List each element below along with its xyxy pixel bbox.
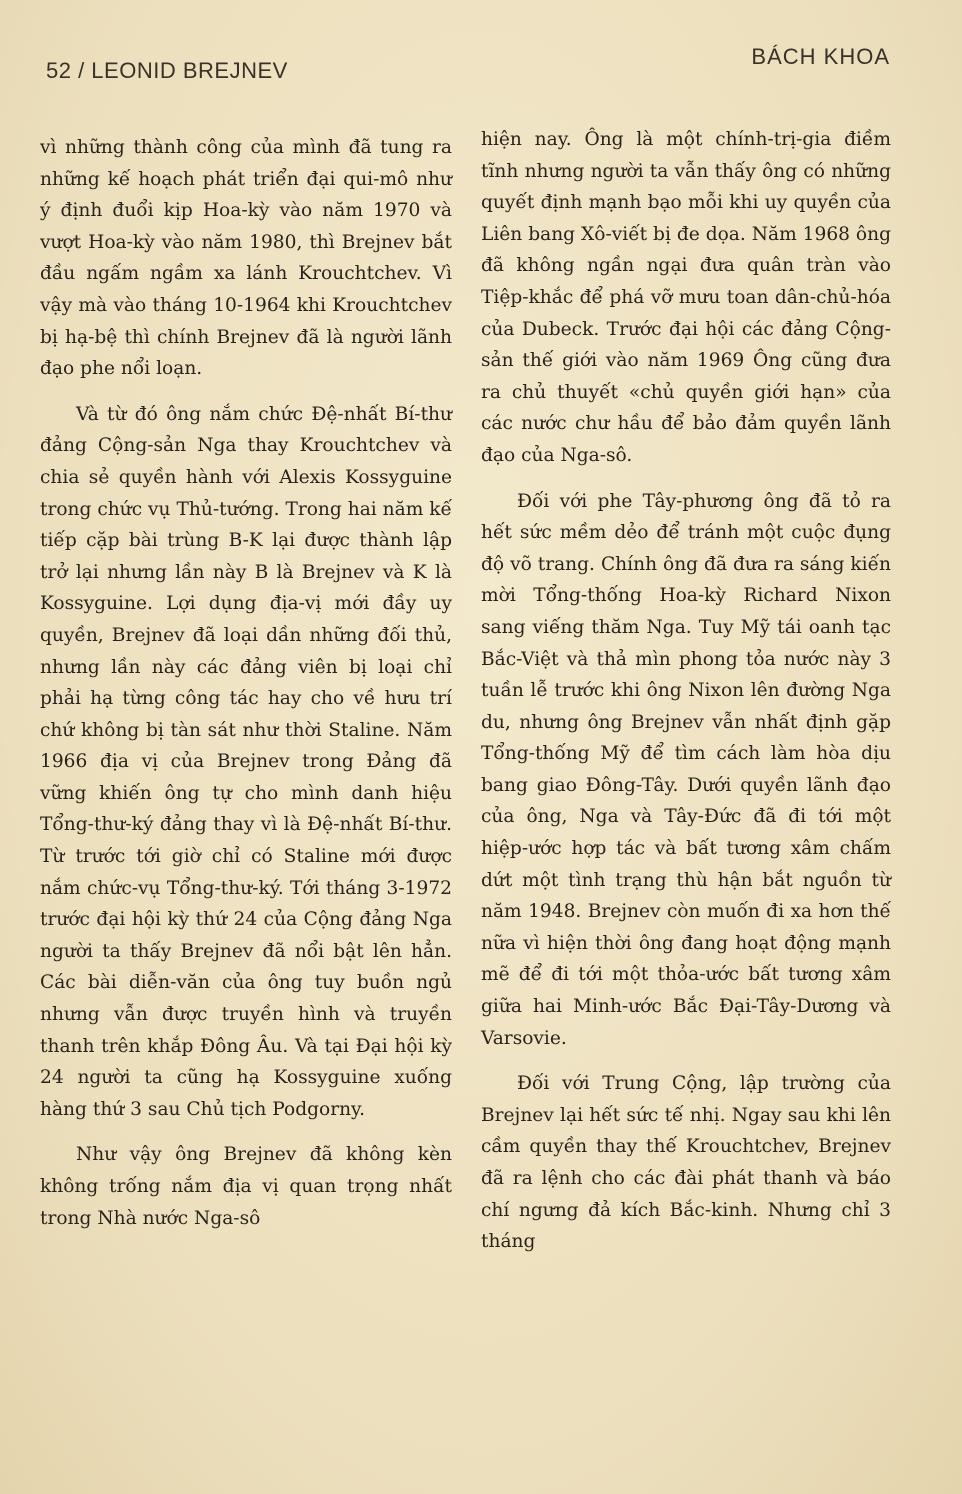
paragraph: Và từ đó ông nắm chức Đệ-nhất Bí-thư đảng Cộng-sản Nga thay Krouchtchev và chia sẻ quyền hành với Alexis Kossyguine trong chức vụ Thủ-tướng. Trong hai năm kế tiếp cặp bài trùng B-K lại được thành lập trở lại nhưng lần này B là Brejnev và K là Kossyguine. Lợi dụng địa-vị mới đầy uy quyền, Brejnev đã loại dần những đối thủ, nhưng lần này các đảng viên bị loại chỉ phải hạ từng công tác hay cho về hưu trí chứ không bị tàn sát như thời Staline. Năm 1966 địa vị của Brejnev trong Đảng đã vững khiến ông tự cho mình danh hiệu Tổng-thư-ký đảng thay vì là Đệ-nhất Bí-thư. Từ trước tới giờ chỉ có Staline mới được nắm chức-vụ Tổng-thư-ký. Tới tháng 3-1972 trước đại hội kỳ thứ 24 của Cộng đảng Nga người ta thấy Brejnev đã nổi bật lên hẳn. Các bài diễn-văn của ông tuy buồn ngủ nhưng vẫn được truyền hình và truyền thanh trên khắp Đông Âu. Và tại Đại hội kỳ 24 người ta cũng hạ Kossyguine xuống hàng thứ 3 sau Chủ tịch Podgorny.	[40, 403, 452, 1120]
paragraph: Đối với Trung Cộng, lập trường của Brejnev lại hết sức tế nhị. Ngay sau khi lên cầm quyền thay thế Krouchtchev, Brejnev đã ra lệnh cho các đài phát thanh và báo chí ngưng đả kích Bắc-kinh. Nhưng chỉ 3 tháng	[481, 1073, 891, 1253]
paragraph: hiện nay. Ông là một chính-trị-gia điềm tĩnh nhưng người ta vẫn thấy ông có những quyết định mạnh bạo mỗi khi uy quyền của Liên bang Xô-viết bị đe dọa. Năm 1968 ông đã không ngần ngại đưa quân tràn vào Tiệp-khắc để phá vỡ mưu toan dân-chủ-hóa của Dubeck. Trước đại hội các đảng Cộng-sản thế giới vào năm 1969 Ông cũng đưa ra chủ thuyết «chủ quyền giới hạn» của các nước chư hầu để bảo đảm quyền lãnh đạo của Nga-sô.	[481, 129, 891, 466]
right-column	[481, 124, 891, 1272]
paragraph: Đối với phe Tây-phương ông đã tỏ ra hết sức mềm dẻo để tránh một cuộc đụng độ võ trang. Chính ông đã đưa ra sáng kiến mời Tổng-thống Hoa-kỳ Richard Nixon sang viếng thăm Nga. Tuy Mỹ tái oanh tạc Bắc-Việt và thả mìn phong tỏa nước này 3 tuần lễ trước khi ông Nixon lên đường Nga du, nhưng ông Brejnev vẫn nhất định gặp Tổng-thống Mỹ để tìm cách làm hòa dịu bang giao Đông-Tây. Dưới quyền lãnh đạo của ông, Nga và Tây-Đức đã đi tới một hiệp-ước hợp tác và bất tương xâm chấm dứt một tình trạng thù hận bắt nguồn từ năm 1948. Brejnev còn muốn đi xa hơn thế nữa vì hiện thời ông đang hoạt động mạnh mẽ để đi tới một thỏa-ước bất tương xâm giữa hai Minh-ước Bắc Đại-Tây-Dương và Varsovie.	[481, 490, 891, 1049]
paragraph: Như vậy ông Brejnev đã không kèn không trống nắm địa vị quan trọng nhất trong Nhà nước Nga-sô	[40, 1144, 452, 1229]
running-header-right: BÁCH KHOA	[751, 44, 890, 69]
running-header-left: 52 / LEONID BREJNEV	[46, 58, 288, 83]
left-column	[40, 132, 452, 1248]
paragraph: vì những thành công của mình đã tung ra những kế hoạch phát triển đại qui-mô như ý định đuổi kịp Hoa-kỳ vào năm 1970 và vượt Hoa-kỳ vào năm 1980, thì Brejnev bắt đầu ngấm ngầm xa lánh Krouchtchev. Vì vậy mà vào tháng 10-1964 khi Krouchtchev bị hạ-bệ thì chính Brejnev đã là người lãnh đạo phe nổi loạn.	[40, 137, 452, 380]
